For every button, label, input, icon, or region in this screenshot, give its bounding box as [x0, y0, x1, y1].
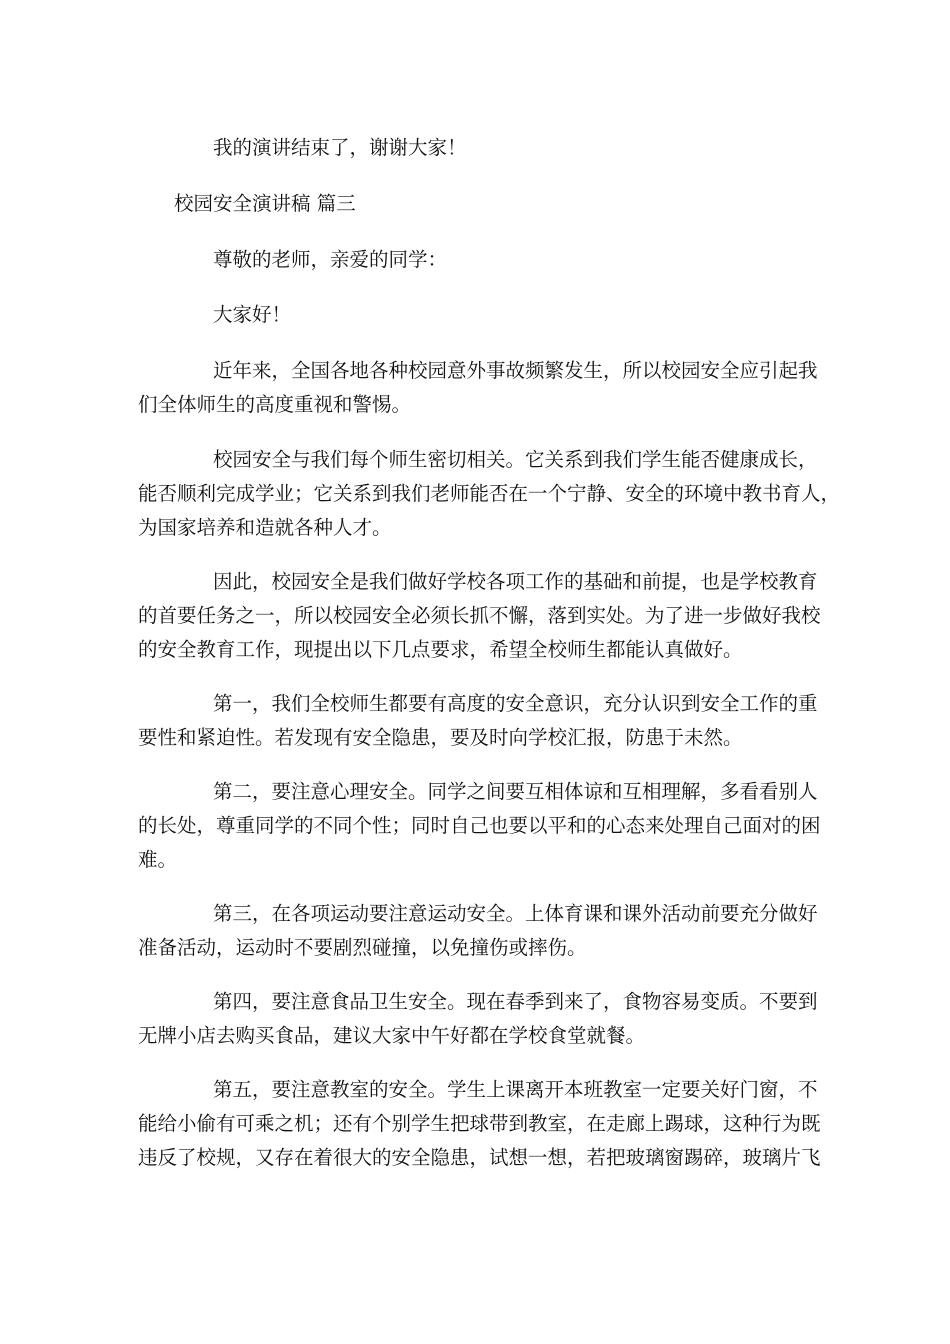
- section-heading: 校园安全演讲稿 篇三: [174, 192, 356, 215]
- paragraph-line: 能否顺利完成学业；它关系到我们老师能否在一个宁静、安全的环境中教书育人，: [138, 482, 841, 505]
- paragraph-line: 第四，要注意食品卫生安全。现在春季到来了，食物容易变质。不要到: [213, 990, 818, 1013]
- paragraph-line: 第三，在各项运动要注意运动安全。上体育课和课外活动前要充分做好: [213, 902, 818, 925]
- paragraph-line: 们全体师生的高度重视和警惕。: [138, 393, 412, 416]
- paragraph-line: 第一，我们全校师生都要有高度的安全意识，充分认识到安全工作的重: [213, 692, 818, 715]
- paragraph-line: 能给小偷有可乘之机；还有个别学生把球带到教室，在走廊上踢球，这种行为既: [138, 1112, 821, 1135]
- paragraph-line: 的首要任务之一，所以校园安全必须长抓不懈，落到实处。为了进一步做好我校: [138, 604, 821, 627]
- paragraph-line: 要性和紧迫性。若发现有安全隐患，要及时向学校汇报，防患于未然。: [138, 726, 743, 749]
- paragraph-line: 校园安全与我们每个师生密切相关。它关系到我们学生能否健康成长，: [213, 448, 818, 471]
- paragraph-line: 无牌小店去购买食品，建议大家中午好都在学校食堂就餐。: [138, 1024, 646, 1047]
- paragraph-line: 近年来，全国各地各种校园意外事故频繁发生，所以校园安全应引起我: [213, 359, 818, 382]
- paragraph-line: 因此，校园安全是我们做好学校各项工作的基础和前提，也是学校教育: [213, 570, 818, 593]
- greeting-line: 大家好！: [213, 303, 292, 326]
- paragraph-line: 的长处，尊重同学的不同个性；同时自己也要以平和的心态来处理自己面对的困: [138, 814, 821, 837]
- closing-line: 我的演讲结束了，谢谢大家！: [213, 136, 467, 159]
- paragraph-line: 的安全教育工作，现提出以下几点要求，希望全校师生都能认真做好。: [138, 638, 743, 661]
- paragraph-line: 第五，要注意教室的安全。学生上课离开本班教室一定要关好门窗，不: [213, 1078, 818, 1101]
- paragraph-line: 准备活动，运动时不要剧烈碰撞，以免撞伤或摔伤。: [138, 936, 587, 959]
- salutation-line: 尊敬的老师，亲爱的同学：: [213, 248, 448, 271]
- paragraph-line: 难。: [138, 848, 178, 871]
- paragraph-line: 第二，要注意心理安全。同学之间要互相体谅和互相理解，多看看别人: [213, 780, 818, 803]
- paragraph-line: 违反了校规，又存在着很大的安全隐患，试想一想，若把玻璃窗踢碎，玻璃片飞: [138, 1146, 821, 1169]
- paragraph-line: 为国家培养和造就各种人才。: [138, 516, 392, 539]
